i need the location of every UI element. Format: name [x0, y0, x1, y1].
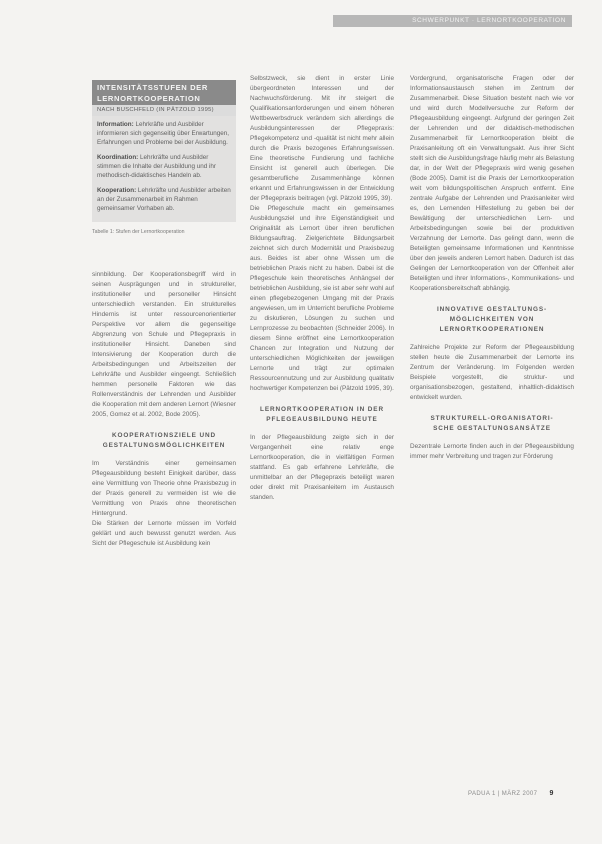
heading-line: LERNORTKOOPERATIONEN: [439, 326, 545, 333]
paragraph: Im Verständnis einer gemeinsamen Pflegeausbildung besteht Einigkeit darüber, dass eine Vermittlung von Theorie ohne Praxisbezug in der Praxis generell zu vermeiden ist wie die Vermittlung von Praxis ohne theoretischen Hintergrund.: [92, 460, 236, 517]
figure-term: Kooperation:: [97, 187, 137, 194]
running-head: SCHWERPUNKT · LERNORTKOOPERATION: [333, 15, 572, 27]
paragraph: sinnbildung. Der Kooperationsbegriff wird in seinen Ausprägungen und in struktureller, institutioneller und personeller Hinsicht unterschiedlich verstanden. Ein strukturelles Hindernis ist unter ressourcenorientierter Perspektive vor allem die gegenseitige Abgrenzung von Schule und Pflegepraxis in institutioneller Hinsicht. Daneben sind Intensivierung der Kooperation durch die Arbeitsbedingungen und Arbeitszeiten der Lehrkräfte und Ausbilder eingeengt. Schließlich hemmen personelle Faktoren wie das Rollenverständnis der Lehrenden und Ausbilder die Kooperation mit dem anderen Lernort (Wiesner 2005, Gomez et al. 2002, Bode 2005).: [92, 271, 236, 418]
section-heading: [410, 414, 574, 434]
section-heading: [92, 431, 236, 451]
column-3: [410, 74, 574, 462]
figure-caption: Tabelle 1: Stufen der Lernortkooperation: [92, 229, 185, 235]
heading-line: LERNORTKOOPERATION IN DER: [260, 406, 384, 413]
figure-title-line-1: INTENSITÄTSSTUFEN DER: [97, 83, 208, 92]
heading-line: GESTALTUNGSMÖGLICHKEITEN: [102, 442, 226, 449]
paragraph: Vordergrund, organisatorische Fragen oder der Informationsaustausch stehen im Zentrum der Zusammenarbeit. Diese Situation besteht nach wie vor und wird durch Modellversuche zur Reform der Pflegeausbildung eingeengt. Aufgrund der geringen Zeit der Lehrenden und der didaktisch-methodischen Zusammenarbeit für Lernortkooperation bleibt die Praxisanleitung oft ein Verwaltungsakt. Aus ihrer Sicht stellt sich die Ausbildungsfrage häufig mehr als Belastung dar, in der Welt der Pflegepraxis wird wenig gesehen (Bode 2005). Damit ist die Praxis der Lernortkooperation weit vom bildungspolitischen Anspruch entfernt. Eine zentrale Aufgabe der Lehrenden und Praxisanleiter wird es, den Lernenden Hilfestellung zu geben bei der Bewältigung der unterschiedlichen Lern- und Arbeitsbedingungen sowie bei der produktiven Verzahnung der Lernorte. Das gelingt dann, wenn die Beteiligten gemeinsame Informationen und Kenntnisse über den jeweils anderen Lernort haben. Dadurch ist das Gelingen der Lernortkooperation von der Offenheit aller Beteiligten und ihrer Informations-, Kommunikations- und Kooperationsbereitschaft abhängig.: [410, 75, 574, 292]
figure-item-information: [97, 120, 231, 147]
section-heading: [410, 305, 574, 335]
figure-item-cooperation: [97, 186, 231, 213]
heading-line: KOOPERATIONSZIELE UND: [112, 432, 216, 439]
paragraph: Dezentrale Lernorte finden auch in der Pflegeausbildung immer mehr Verbreitung und tragen zur Förderung: [410, 443, 574, 460]
figure-term: Information:: [97, 121, 134, 128]
heading-line: SCHE GESTALTUNGSANSÄTZE: [433, 425, 551, 432]
page-footer: [468, 790, 572, 797]
heading-line: PFLEGEAUSBILDUNG HEUTE: [266, 416, 378, 423]
heading-line: MÖGLICHKEITEN VON: [449, 316, 535, 323]
figure-title: [92, 80, 236, 105]
figure-text: Lehrkräfte und Ausbilder informieren sich gegenseitig über Erwartungen, Erfahrungen und Probleme bei der Ausbildung.: [97, 121, 229, 146]
paragraph: Die Stärken der Lernorte müssen im Vorfeld geklärt und auch bewusst genutzt werden. Aus Sicht der Pflegeschule ist Ausbildung kein: [92, 520, 236, 547]
page-number: 9: [549, 790, 554, 797]
heading-line: INNOVATIVE GESTALTUNGS-: [436, 306, 548, 313]
section-heading: [250, 405, 394, 425]
paragraph: Selbstzweck, sie dient in erster Linie übergeordneten Interessen und der Nachwuchsförderung. Mit ihr steigert die Qualifikationsanforderungen und einem höheren Wettbewerbsdruck verändern sich allerdings die Ausbildungsinteressen der Pflegepraxis: Pflegekompetenz und -qualität ist nicht mehr allein durch die Praxis bezogenes Erfahrungswissen. Eine theoretische Fundierung und fachliche Einsicht ist generell auch überlegen. Die gesamtberufliche Zusammenhänge können erkannt und Erfahrungswissen in der Entwicklung der Pflegepraxis beitragen (vgl. Pätzold 1995, 39).: [250, 75, 394, 202]
intensity-levels-figure: [92, 80, 236, 268]
column-2: [250, 74, 394, 503]
journal-issue: PADUA 1 | MÄRZ 2007: [468, 791, 538, 797]
paragraph: In der Pflegeausbildung zeigte sich in der Vergangenheit eine relativ enge Lernortkooperation, die in vielfältigen Formen stattfand. Es gab erfahrene Lehrkräfte, die unmittelbar an der Pflegepraxis beteiligt waren oder direkt mit Praxisanleitern im Austausch standen.: [250, 434, 394, 501]
column-1: [92, 270, 236, 549]
figure-subtitle: NACH BUSCHFELD (IN PÄTZOLD 1995): [92, 105, 236, 116]
figure-text: Lehrkräfte und Ausbilder arbeiten an der Zusammenarbeit im Rahmen gemeinsamer Vorhaben ab.: [97, 187, 231, 212]
heading-line: STRUKTURELL-ORGANISATORI-: [430, 415, 554, 422]
paragraph: Die Pflegeschule macht ein gemeinsames Ausbildungsziel und ihre Eigenständigkeit und Originalität als Lernort über ihren beruflichen Bildungsauftrag. Zielgerichtete Bildungsarbeit zeichnet sich durch Modernität und Praxisbezug aus. Beides ist aber ohne Wissen um die betrieblichen Praxis nicht zu haben. Dabei ist die Pflegeschule kein theoretisches Anhängsel der betrieblichen Ausbildung, sie ist aber sehr wohl auf einen pflegebezogenen Umgang mit der Praxis angewiesen, um im Unterricht berufliche Probleme zu diskutieren, Lösungen zu suchen und Lernprozesse zu beobachten (Schneider 2006). In diesem Sinne eröffnet eine Lernortkooperation Chancen zur Integration und Nutzung der unterschiedlichen Möglichkeiten der jeweiligen Lernorte und trägt zur optimalen Ressourcennutzung und zur Ausbildung qualitativ hochwertiger Kompetenzen bei (Pätzold 1995, 39).: [250, 205, 394, 392]
figure-item-coordination: [97, 153, 231, 180]
paragraph: Zahlreiche Projekte zur Reform der Pflegeausbildung stellen heute die Zusammenarbeit der Lernorte ins Zentrum der Veränderung. Im Folgenden werden Beispiele vorgestellt, die struktur- und organisationsbezogen, gestaltend, inhaltlich-didaktisch entwickelt wurden.: [410, 344, 574, 401]
figure-title-line-2: LERNORTKOOPERATION: [97, 94, 201, 103]
figure-text: Lehrkräfte und Ausbilder stimmen die Inhalte der Ausbildung und ihr methodisch-didaktisches Handeln ab.: [97, 154, 217, 179]
figure-term: Koordination:: [97, 154, 139, 161]
figure-list: [92, 116, 236, 222]
